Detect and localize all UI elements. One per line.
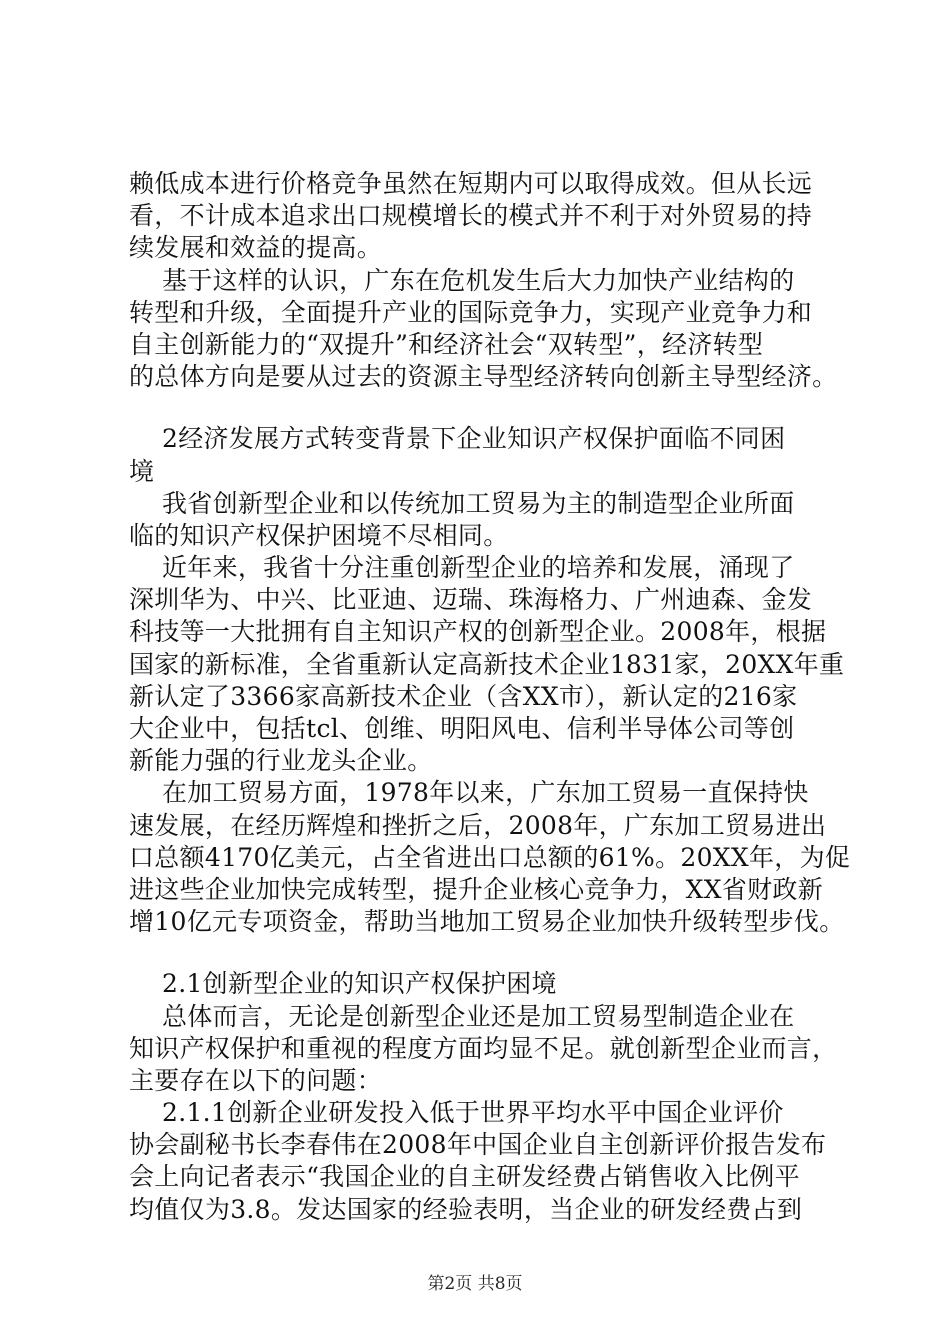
document-body <box>129 168 851 1226</box>
text-line: 总体而言，无论是创新型企业还是加工贸易型制造企业在 <box>129 1001 795 1031</box>
page-number: 第2页 共8页 <box>427 1274 523 1294</box>
text-line: 在加工贸易方面，1978年以来，广东加工贸易一直保持快 <box>129 778 809 808</box>
text-line: 的总体方向是要从过去的资源主导型经济转向创新主导型经济。 <box>129 362 838 392</box>
text-line: 续发展和效益的提高。 <box>129 233 383 263</box>
text-line: 主要存在以下的问题： <box>129 1065 383 1095</box>
text-line: 知识产权保护和重视的程度方面均显不足。就创新型企业而言， <box>129 1033 838 1063</box>
text-line: 我省创新型企业和以传统加工贸易为主的制造型企业所面 <box>129 488 795 518</box>
text-line: 自主创新能力的“双提升”和经济社会“双转型”，经济转型 <box>129 329 764 359</box>
text-line: 均值仅为3.8。发达国家的经验表明，当企业的研发经费占到 <box>129 1194 803 1224</box>
paragraph-gap <box>129 938 829 968</box>
text-line: 转型和升级，全面提升产业的国际竞争力，实现产业竞争力和 <box>129 297 813 327</box>
text-line: 大企业中，包括tcl、创维、明阳风电、信利半导体公司等创 <box>129 714 795 743</box>
text-line: 深圳华为、中兴、比亚迪、迈瑞、珠海格力、广州迪森、金发 <box>129 585 813 615</box>
text-line: 近年来，我省十分注重创新型企业的培养和发展，涌现了 <box>129 553 795 583</box>
text-line: 国家的新标准，全省重新认定高新技术企业1831家，20XX年重 <box>129 649 845 679</box>
section-heading-continued: 境 <box>129 456 155 486</box>
text-line: 新认定了3366家高新技术企业（含XX市），新认定的216家 <box>129 681 798 711</box>
text-line: 速发展，在经历辉煌和挫折之后，2008年，广东加工贸易进出 <box>129 810 827 840</box>
text-line: 口总额4170亿美元，占全省进出口总额的61%。20XX年，为促 <box>129 842 851 872</box>
text-line: 基于这样的认识，广东在危机发生后大力加快产业结构的 <box>129 265 795 295</box>
text-line: 临的知识产权保护困境不尽相同。 <box>129 520 509 550</box>
text-line: 看，不计成本追求出口规模增长的模式并不利于对外贸易的持 <box>129 201 813 231</box>
text-line: 赖低成本进行价格竞争虽然在短期内可以取得成效。但从长远 <box>129 169 813 198</box>
text-line: 进这些企业加快完成转型，提升企业核心竞争力，XX省财政新 <box>129 874 823 904</box>
section-heading: 2经济发展方式转变背景下企业知识产权保护面临不同困 <box>129 424 786 454</box>
text-line: 会上向记者表示“我国企业的自主研发经费占销售收入比例平 <box>129 1162 800 1192</box>
text-line: 2.1.1创新企业研发投入低于世界平均水平中国企业评价 <box>129 1098 784 1128</box>
text-line: 科技等一大批拥有自主知识产权的创新型企业。2008年，根据 <box>129 617 827 647</box>
text-line: 新能力强的行业龙头企业。 <box>129 746 433 776</box>
text-line: 增10亿元专项资金，帮助当地加工贸易企业加快升级转型步伐。 <box>129 907 845 937</box>
text-line: 协会副秘书长李春伟在2008年中国企业自主创新评价报告发布 <box>129 1130 827 1160</box>
paragraph-gap <box>129 393 829 423</box>
subsection-heading: 2.1创新型企业的知识产权保护困境 <box>129 969 557 999</box>
